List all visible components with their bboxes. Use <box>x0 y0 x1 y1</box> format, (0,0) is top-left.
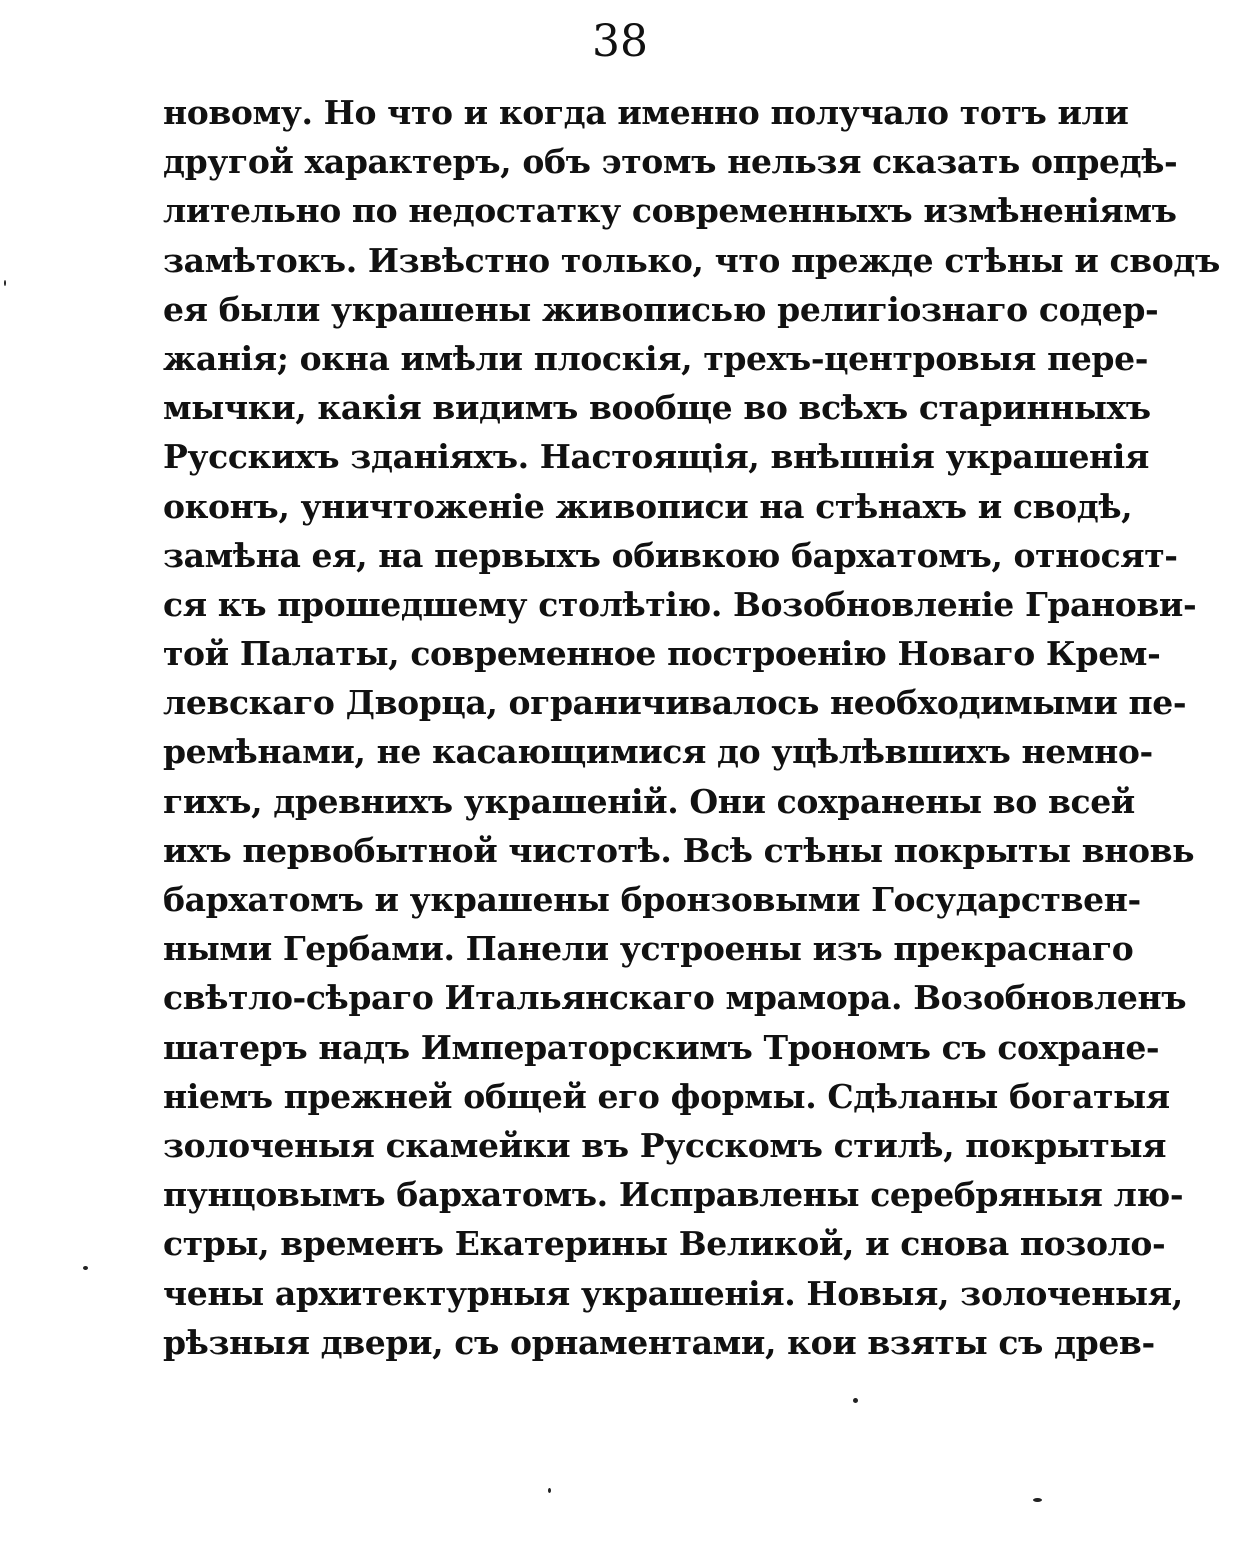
text-line: ся къ прошедшему столѣтію. Возобновленіе Гранови- <box>163 584 1197 624</box>
body-text <box>163 88 1220 1367</box>
text-line: Русскихъ зданіяхъ. Настоящія, внѣшнія украшенія <box>163 437 1149 477</box>
text-line: гихъ, древнихъ украшеній. Они сохранены во всей <box>163 781 1135 821</box>
text-line: лительно по недостатку современныхъ измѣненіямъ <box>163 191 1177 231</box>
text-line: чены архитектурныя украшенія. Новыя, золоченыя, <box>163 1273 1183 1313</box>
text-line: другой характеръ, объ этомъ нельзя сказать опредѣ- <box>163 142 1178 182</box>
text-line: замѣтокъ. Извѣстно только, что прежде стѣны и сводъ <box>163 240 1220 280</box>
text-line: замѣна ея, на первыхъ обивкою бархатомъ, относят- <box>163 535 1178 575</box>
text-line: стры, временъ Екатерины Великой, и снова позоло- <box>163 1224 1166 1264</box>
text-line: ея были украшены живописью религіознаго содер- <box>163 289 1159 329</box>
text-line: ремѣнами, не касающимися до уцѣлѣвшихъ немно- <box>163 732 1153 772</box>
text-line: пунцовымъ бархатомъ. Исправлены серебряныя лю- <box>163 1175 1184 1215</box>
text-line: шатеръ надъ Императорскимъ Трономъ съ сохране- <box>163 1027 1160 1067</box>
scan-speck <box>83 1266 88 1270</box>
scan-speck <box>4 280 6 286</box>
text-line: ніемъ прежней общей его формы. Сдѣланы богатыя <box>163 1076 1170 1116</box>
text-line: оконъ, уничтоженіе живописи на стѣнахъ и сводѣ, <box>163 486 1133 526</box>
text-line: свѣтло-сѣраго Итальянскаго мрамора. Возобновленъ <box>163 978 1187 1018</box>
text-line: рѣзныя двери, съ орнаментами, кои взяты съ древ- <box>163 1322 1155 1362</box>
text-line: ными Гербами. Панели устроены изъ прекраснаго <box>163 929 1134 969</box>
text-line: той Палаты, современное построенію Новаго Крем- <box>163 634 1161 674</box>
text-line: золоченыя скамейки въ Русскомъ стилѣ, покрытыя <box>163 1125 1167 1165</box>
text-line: мычки, какія видимъ вообще во всѣхъ старинныхъ <box>163 388 1151 428</box>
scan-speck <box>853 1398 858 1403</box>
page-number: 38 <box>592 16 648 67</box>
text-line: новому. Но что и когда именно получало тотъ или <box>163 93 1129 132</box>
text-line: бархатомъ и украшены бронзовыми Государствен- <box>163 880 1141 919</box>
text-line: ихъ первобытной чистотѣ. Всѣ стѣны покрыты вновь <box>163 830 1195 870</box>
text-line: жанія; окна имѣли плоскія, трехъ-центровыя пере- <box>163 338 1148 378</box>
text-line: левскаго Дворца, ограничивалось необходимыми пе- <box>163 683 1187 723</box>
scan-speck <box>548 1488 551 1493</box>
scan-speck <box>1033 1498 1042 1502</box>
